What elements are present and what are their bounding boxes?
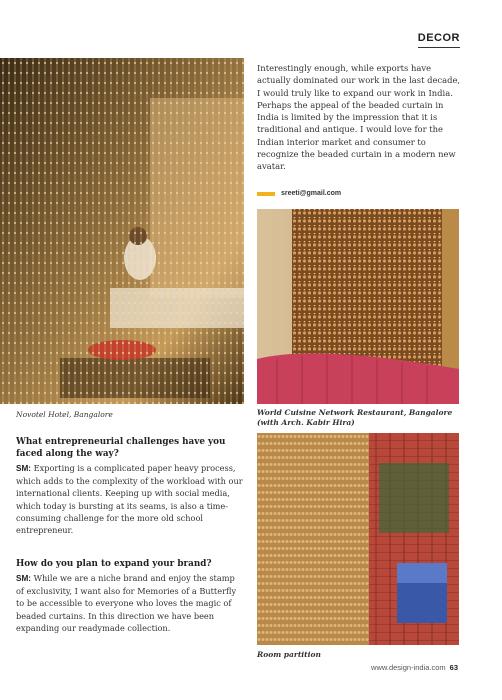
speaker-initials: SM: [16, 574, 32, 583]
photo-spa-beaded-curtain [0, 58, 244, 404]
speaker-initials: SM: [16, 464, 32, 473]
page-footer [371, 663, 458, 672]
answer-paragraph [16, 462, 244, 536]
answer-text: While we are a niche brand and enjoy the stamp of exclusivity, I want also for Memories of a Butterfly to be accessible to everyone who loves the magic of beaded curtains. In this direction we have been expanding our readymade collection. [16, 573, 237, 633]
photo-restaurant-curtain [257, 209, 459, 404]
photo-room-partition [257, 433, 459, 645]
contact-email: sreeti@gmail.com [281, 190, 342, 197]
answer-paragraph [16, 572, 244, 634]
question-heading: What entrepreneurial challenges have you faced along the way? [16, 437, 226, 459]
footer-site: www.design-india.com [371, 663, 446, 672]
answer-text: Exporting is a complicated paper heavy process, which adds to the complexity of the workload with our international clients. Keeping up with social media, which today is bursting at its seams, is also a time-consuming challenge for the more old school entrepreneur. [16, 463, 243, 536]
caption-restaurant: World Cuisine Network Restaurant, Bangalore (with Arch. Kabir Hira) [257, 408, 453, 427]
caption-spa: Novotel Hotel, Bangalore [16, 410, 113, 419]
accent-bar [257, 192, 275, 196]
caption-partition: Room partition [257, 650, 321, 659]
qa-block [16, 558, 244, 634]
page-number: 63 [449, 663, 458, 672]
section-label: DECOR [418, 32, 460, 48]
contact-row [257, 190, 341, 197]
intro-paragraph: Interestingly enough, while exports have actually dominated our work in the last decade, I would truly like to expand our work in India. Perhaps the appeal of the beaded curtain in India is limited by the impression that it is traditional and antique. I would love for the Indian interior market and consumer to recognize the beaded curtain in a modern new avatar. [257, 63, 461, 172]
question-heading: How do you plan to expand your brand? [16, 559, 212, 569]
qa-block [16, 436, 244, 536]
